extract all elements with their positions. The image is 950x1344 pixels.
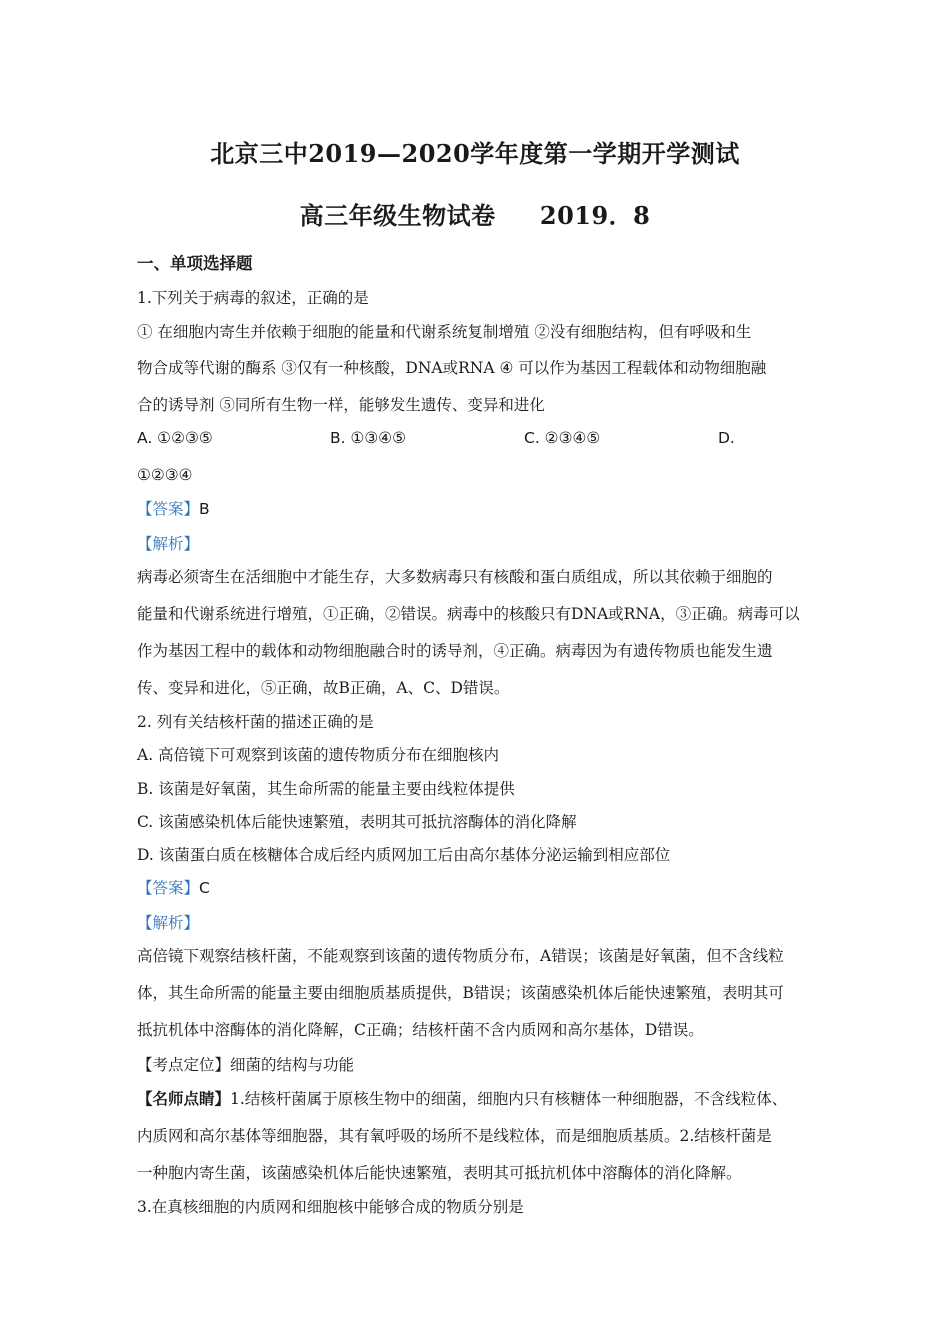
q2-option-d: D. 该菌蛋白质在核糖体合成后经内质网加工后由高尔基体分泌运输到相应部位 [137, 846, 671, 864]
answer-tag: 【答案】 [137, 500, 200, 518]
q1-option-c: C. ②③④⑤ [524, 429, 601, 447]
q1-option-a: A. ①②③⑤ [137, 429, 213, 447]
q1-analysis-tag: 【解析】 [137, 535, 200, 553]
q1-statement-line: ① 在细胞内寄生并依赖于细胞的能量和代谢系统复制增殖 ②没有细胞结构，但有呼吸和生 [137, 323, 752, 341]
mingshi-text: 1.结核杆菌属于原核生物中的细菌，细胞内只有核糖体一种细胞器，不含线粒体、 [230, 1090, 788, 1108]
q1-answer [137, 497, 210, 521]
q2-mingshi-line: 一种胞内寄生菌，该菌感染机体后能快速繁殖，表明其可抵抗机体中溶酶体的消化降解。 [137, 1164, 742, 1182]
q1-analysis-line: 作为基因工程中的载体和动物细胞融合时的诱导剂，④正确。病毒因为有遗传物质也能发生遗 [137, 642, 773, 660]
q2-kaodian: 【考点定位】细菌的结构与功能 [137, 1056, 355, 1074]
q1-analysis-line: 病毒必须寄生在活细胞中才能生存，大多数病毒只有核酸和蛋白质组成，所以其依赖于细胞的 [137, 568, 773, 586]
q2-answer [137, 876, 210, 900]
q2-mingshi-line: 内质网和高尔基体等细胞器，其有氧呼吸的场所不是线粒体，而是细胞质基质。2.结核杆菌是 [137, 1127, 772, 1145]
q2-option-b: B. 该菌是好氧菌，其生命所需的能量主要由线粒体提供 [137, 780, 515, 798]
q2-mingshi-line [137, 1087, 787, 1111]
answer-tag: 【答案】 [137, 879, 200, 897]
q2-analysis-line: 体，其生命所需的能量主要由细胞质基质提供，B错误；该菌感染机体后能快速繁殖，表明其可 [137, 984, 784, 1002]
q1-option-d: D. [718, 429, 735, 447]
q1-statement-line: 物合成等代谢的酶系 ③仅有一种核酸，DNA或RNA ④ 可以作为基因工程载体和动物细胞融 [137, 359, 767, 377]
exam-title: 北京三中2019—2020学年度第一学期开学测试 [210, 139, 740, 168]
q2-option-a: A. 高倍镜下可观察到该菌的遗传物质分布在细胞核内 [137, 746, 500, 764]
q1-analysis-line: 能量和代谢系统进行增殖，①正确，②错误。病毒中的核酸只有DNA或RNA，③正确。病毒可以 [137, 605, 800, 623]
q2-analysis-tag: 【解析】 [137, 914, 200, 932]
answer-value: B [199, 500, 210, 518]
q1-statement-line: 合的诱导剂 ⑤同所有生物一样，能够发生遗传、变异和进化 [137, 396, 545, 414]
q1-option-d-content: ①②③④ [137, 466, 193, 484]
section-heading: 一、单项选择题 [137, 254, 253, 273]
q1-analysis-line: 传、变异和进化，⑤正确，故B正确，A、C、D错误。 [137, 679, 510, 697]
q1-option-b: B. ①③④⑤ [330, 429, 407, 447]
q1-stem: 1.下列关于病毒的叙述，正确的是 [137, 289, 369, 307]
q2-stem: 2. 列有关结核杆菌的描述正确的是 [137, 713, 374, 731]
mingshi-tag: 【名师点睛】 [137, 1089, 231, 1108]
q3-stem: 3.在真核细胞的内质网和细胞核中能够合成的物质分别是 [137, 1198, 524, 1216]
q2-analysis-line: 抵抗机体中溶酶体的消化降解，C正确；结核杆菌不含内质网和高尔基体，D错误。 [137, 1021, 704, 1039]
answer-value: C [199, 879, 210, 897]
q2-option-c: C. 该菌感染机体后能快速繁殖，表明其可抵抗溶酶体的消化降解 [137, 813, 577, 831]
exam-subtitle: 高三年级生物试卷 2019．8 [299, 201, 651, 230]
q2-analysis-line: 高倍镜下观察结核杆菌，不能观察到该菌的遗传物质分布，A错误；该菌是好氧菌，但不含线粒 [137, 947, 784, 965]
